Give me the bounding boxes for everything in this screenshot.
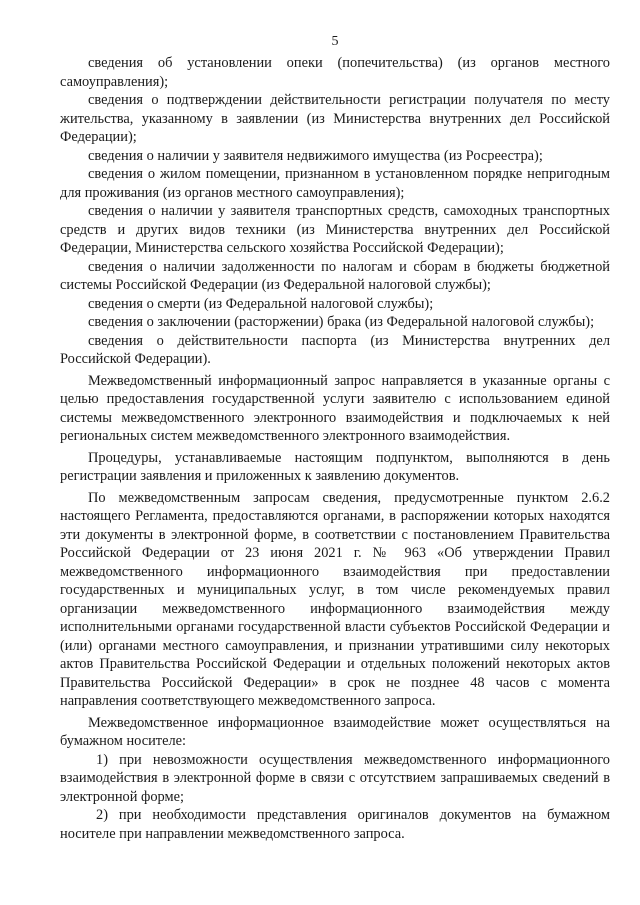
list-item-1: 1) при невозможности осуществления межведомственного информационного взаимодействия в электронной форме в связи с отсутствием запрашиваемых сведений в электронной форме;: [60, 751, 610, 805]
paragraph-guardianship: сведения об установлении опеки (попечительства) (из органов местного самоуправления);: [60, 55, 610, 90]
paragraph-real-estate: сведения о наличии у заявителя недвижимого имущества (из Росреестра);: [88, 147, 543, 164]
page-number: 5: [331, 34, 339, 49]
list-item-2: 2) при необходимости представления оригиналов документов на бумажном носителе при направлении межведомственного запроса.: [60, 807, 610, 842]
paragraph-death: сведения о смерти (из Федеральной налоговой службы);: [88, 295, 434, 312]
paragraph-registration: сведения о подтверждении действительности регистрации получателя по месту жительства, указанному в заявлении (из Министерства внутренних дел Российской Федерации);: [60, 92, 610, 145]
paragraph-tax-debt: сведения о наличии задолженности по налогам и сборам в бюджеты бюджетной системы Российской Федерации (из Федеральной налоговой службы);: [60, 258, 610, 293]
paragraph-marriage: сведения о заключении (расторжении) брака (из Федеральной налоговой службы);: [88, 314, 595, 330]
paragraph-interagency-requests: По межведомственным запросам сведения, предусмотренные пунктом 2.6.2 настоящего Регламента, предоставляются органами, в распоряжении которых находятся эти документы в электронной форме, в соответствии с постановлением Правительства Российской Федерации от 23 июня 2021 г. № 963 «Об утверждении Правил межведомственного информационного взаимодействия при предоставлении государственных и муниципальных услуг, в том числе рекомендуемых правил организации межведомственного информационного взаимодействия между исполнительными органами государственной власти субъектов Российской Федерации и (или) органами местного самоуправления, и признании утратившими силу некоторых актов Правительства Российской Федерации и отдельных положений некоторых актов Правительства Российской Федерации» в срок не позднее 48 часов с момента направления соответствующего межведомственного запроса.: [60, 489, 610, 709]
paragraph-procedures: Процедуры, устанавливаемые настоящим подпунктом, выполняются в день регистрации заявления и приложенных к заявлению документов.: [60, 449, 610, 484]
paragraph-passport: сведения о действительности паспорта (из Министерства внутренних дел Российской Федерации).: [60, 332, 610, 367]
paragraph-housing: сведения о жилом помещении, признанном в установленном порядке непригодным для проживания (из органов местного самоуправления);: [60, 166, 610, 201]
paragraph-vehicles: сведения о наличии у заявителя транспортных средств, самоходных транспортных средств и других видов техники (из Министерства внутренних дел Российской Федерации, Министерства сельского хозяйства Российской Федерации);: [60, 203, 610, 256]
paragraph-request-routing: Межведомственный информационный запрос направляется в указанные органы с целью предоставления государственной услуги заявителю с использованием единой системы межведомственного электронного взаимодействия и подключаемых к ней региональных систем межведомственного электронного взаимодействия.: [60, 372, 610, 444]
paragraph-paper-interaction: Межведомственное информационное взаимодействие может осуществляться на бумажном носителе:: [60, 714, 610, 749]
